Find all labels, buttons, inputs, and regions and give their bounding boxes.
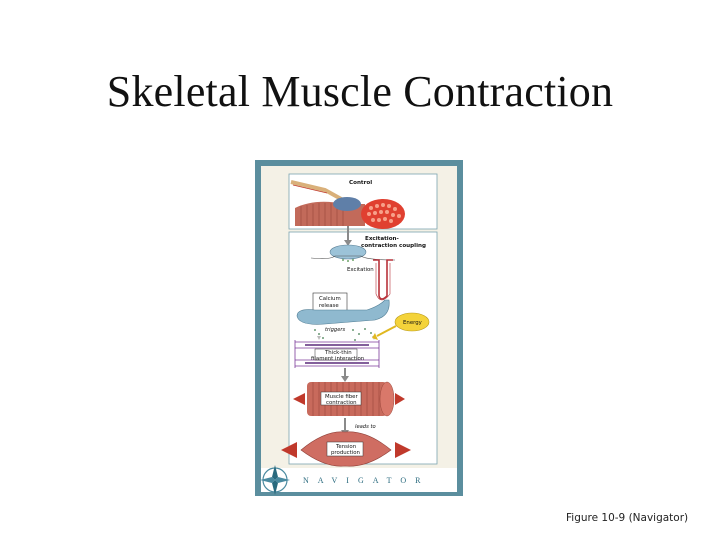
tension-label-2: production: [331, 450, 360, 456]
leads-to-label: leads to: [355, 424, 376, 430]
excitation-label: Excitation: [347, 267, 374, 273]
fiber-contraction-label-1: Muscle fiber: [325, 394, 358, 400]
thick-thin-label-2: filament interaction: [311, 356, 365, 362]
ec-coupling-label-1: Excitation-: [365, 236, 399, 242]
ec-coupling-label-2: contraction coupling: [361, 243, 426, 249]
thick-thin-label-1: Thick-thin: [325, 350, 352, 356]
energy-label: Energy: [403, 320, 422, 326]
fiber-contraction-label-2: contraction: [326, 400, 357, 406]
fiber-end: [380, 382, 394, 416]
navigator-figure: [255, 160, 463, 496]
synaptic-terminal: [330, 245, 366, 259]
neuromuscular-junction: [333, 197, 361, 211]
triggers-label: triggers: [325, 327, 346, 333]
slide-title: Skeletal Muscle Contraction: [106, 67, 614, 116]
control-label: Control: [349, 180, 373, 186]
navigator-diagram: [255, 160, 463, 496]
navigator-text: NAVIGATOR: [303, 476, 430, 485]
figure-caption: Figure 10-9 (Navigator): [566, 512, 689, 524]
calcium-label-1: Calcium: [319, 296, 341, 302]
calcium-label-2: release: [319, 303, 339, 309]
tension-label-1: Tension: [336, 444, 357, 450]
